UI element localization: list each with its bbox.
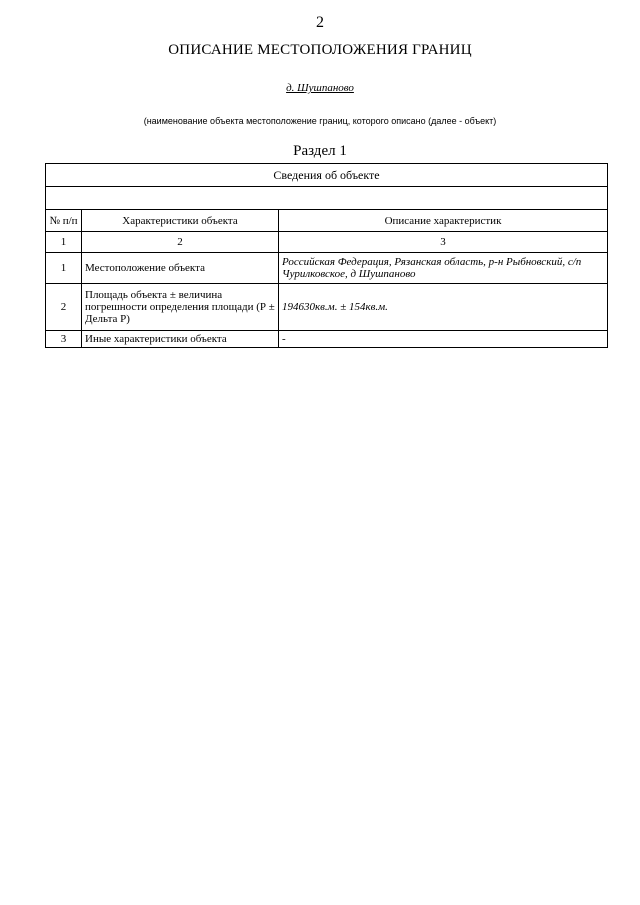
table-numbering-row: [46, 232, 608, 253]
header-description: Описание характеристик: [279, 210, 608, 232]
table-row: [46, 331, 608, 348]
table-header-row: [46, 210, 608, 232]
row-characteristic: Иные характеристики объекта: [82, 331, 279, 348]
section-title: Раздел 1: [293, 143, 347, 159]
object-info-table: [45, 163, 608, 348]
document-title: ОПИСАНИЕ МЕСТОПОЛОЖЕНИЯ ГРАНИЦ: [168, 42, 472, 58]
numbering-cell: 1: [46, 232, 82, 253]
header-number: № п/п: [46, 210, 82, 232]
numbering-cell: 2: [82, 232, 279, 253]
object-caption: (наименование объекта местоположение границ, которого описано (далее - объект): [143, 116, 497, 126]
header-characteristic: Характеристики объекта: [82, 210, 279, 232]
table-caption-row: [46, 164, 608, 187]
page-number: 2: [316, 14, 324, 31]
table-caption: Сведения об объекте: [46, 164, 608, 187]
row-description: Российская Федерация, Рязанская область, р-н Рыбновский, с/п Чурилковское, д Шушпаново: [279, 253, 608, 284]
row-description: 194630кв.м. ± 154кв.м.: [279, 284, 608, 331]
object-name: д. Шушпаново: [286, 82, 354, 94]
table-row: [46, 253, 608, 284]
table-row: [46, 284, 608, 331]
row-characteristic: Площадь объекта ± величина погрешности определения площади (Р ± Дельта Р): [82, 284, 279, 331]
row-number: 3: [46, 331, 82, 348]
row-number: 1: [46, 253, 82, 284]
row-characteristic: Местоположение объекта: [82, 253, 279, 284]
numbering-cell: 3: [279, 232, 608, 253]
row-number: 2: [46, 284, 82, 331]
table-blank-row: [46, 187, 608, 210]
row-description: -: [279, 331, 608, 348]
blank-cell: [46, 187, 608, 210]
